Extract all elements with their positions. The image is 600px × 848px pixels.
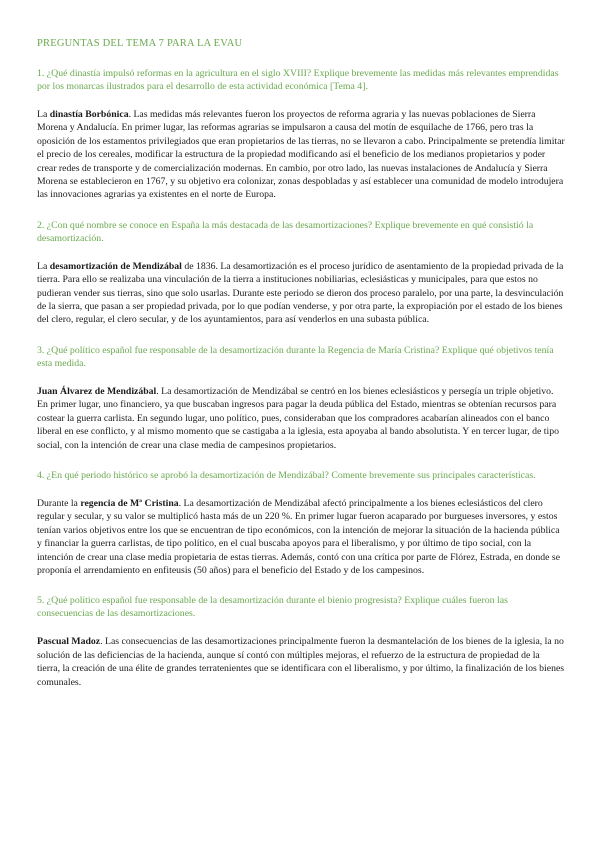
answer-5 bbox=[37, 635, 565, 689]
answer-highlight: Juan Álvarez de Mendizábal bbox=[37, 385, 157, 397]
document-title: PREGUNTAS DEL TEMA 7 PARA LA EVAU bbox=[37, 38, 243, 49]
question-3: 3. ¿Qué político español fue responsable de la desamortización durante la Regencia de María Cristina? Explique qué objetivos tenía esta medida. bbox=[37, 344, 554, 369]
answer-lead: La bbox=[37, 260, 50, 272]
answer-body: de 1836. La desamortización es el proceso jurídico de asentamiento de la propiedad privada de la tierra. Para ello se realizaba una vinculación de la tierra a instituciones nobiliarias, eclesiásticas y municipales, para que estos no pudieran vender sus tierras, sino que solo usarlas. Durante este periodo se dieron dos proceso paralelo, por una parte, la desvinculación de la sierra, que pasan a ser propiedad privada, por lo que podían venderse, y por otra parte, la expropiación por el estado de los bienes del clero, regular, el clero secular, y de los ayuntamientos, para así venderlos en una subasta pública. bbox=[37, 260, 564, 326]
answer-body: . La desamortización de Mendizábal afectó principalmente a los bienes eclesiásticos del clero regular y secular, y su valor se multiplicó hasta más de un 220 %. En primer lugar fueron acaparado por burgueses inversores, y estos tenían varios objetivos entre los que se encuentran de tipo económicos, con la intención de mejorar la situación de la hacienda pública y financiar la guerra carlistas, de tipo político, en el cual buscaba apoyos para el liberalismo, y por último de tipo social, con la intención de crear una clase media propietaria de estas tierras. Además, contó con una crítica por parte de Flórez, Estrada, en donde se proponía el arrendamiento en enfiteusis (50 años) para el beneficio del Estado y de los campesinos. bbox=[37, 497, 561, 576]
question-4: 4. ¿En qué periodo histórico se aprobó la desamortización de Mendizábal? Comente brevemente sus principales características. bbox=[37, 469, 536, 481]
answer-body: . Las medidas más relevantes fueron los proyectos de reforma agraria y las nuevas poblaciones de Sierra Morena y Andalucía. En primer lugar, las reformas agrarias se impulsaron a causa del motín de esquilache de 1766, pero tras la oposición de los estamentos privilegiados que eran propietarios de las tierras, no se llevaron a cabo. Principalmente se pretendía limitar el precio de los cereales, modificar la estructura de la propiedad modificando así el beneficio de los medianos propietarios y poder crear redes de transporte y de comercialización modernas. En cambio, por otro lado, las nuevas instalaciones de Andalucía y Sierra Morena se establecieron en 1767, y su objetivo era colonizar, zonas despobladas y así establecer una comunidad de modelo introdujera las innovaciones agrarias ya existentes en el norte de Europa. bbox=[37, 109, 565, 201]
answer-3 bbox=[37, 385, 565, 452]
answer-highlight: regencia de Mª Cristina bbox=[80, 497, 179, 509]
answer-body: . La desamortización de Mendizábal se centró en los bienes eclesiásticos y persegía un triple objetivo. En primer lugar, uno financiero, ya que buscaban ingresos para pagar la deuda pública del Estado, mientras se obtenían recursos para costear la guerra carlista. En segundo lugar, uno político, pues, consideraban que los compradores acabarían alineados con el banco liberal en ese conflicto, y al mismo momento que se castigaba a la iglesia, esta apoyaba al bando absolutista. Y en tercer lugar, de tipo social, con la intención de crear una clase media de campesinos propietarios. bbox=[37, 385, 559, 451]
question-1: 1. ¿Qué dinastía impulsó reformas en la agricultura en el siglo XVIII? Explique brevemente las medidas más relevantes emprendidas por los monarcas ilustrados para el desarrollo de esta actividad económica [Tema 4]. bbox=[37, 68, 559, 92]
answer-highlight: desamortización de Mendizábal bbox=[49, 260, 182, 272]
question-2: 2. ¿Con qué nombre se conoce en España la más destacada de las desamortizaciones? Explique brevemente en qué consistió la desamortización. bbox=[37, 219, 534, 244]
question-5: 5. ¿Qué político español fue responsable de la desamortización durante el bienio progresista? Explique cuáles fueron las consecuencias de las desamortizaciones. bbox=[37, 595, 508, 620]
answer-body: . Las consecuencias de las desamortizaciones principalmente fueron la desmantelación de los bienes de la iglesia, la no solución de las deficiencias de la hacienda, aunque sí contó con múltiples mejoras, el refuerzo de la estructura de propiedad de la tierra, la creación de una élite de grandes terratenientes que se identificara con el liberalismo, y por último, la finalización de los bienes comunales. bbox=[37, 636, 565, 688]
document-page bbox=[37, 37, 565, 706]
answer-highlight: dinastía Borbónica bbox=[49, 109, 129, 120]
answer-highlight: Pascual Madoz bbox=[37, 636, 101, 648]
answer-1 bbox=[37, 108, 565, 202]
answer-4 bbox=[37, 497, 565, 577]
answer-lead: Durante la bbox=[37, 497, 81, 509]
answer-2 bbox=[37, 260, 565, 327]
answer-lead: La bbox=[37, 109, 50, 120]
